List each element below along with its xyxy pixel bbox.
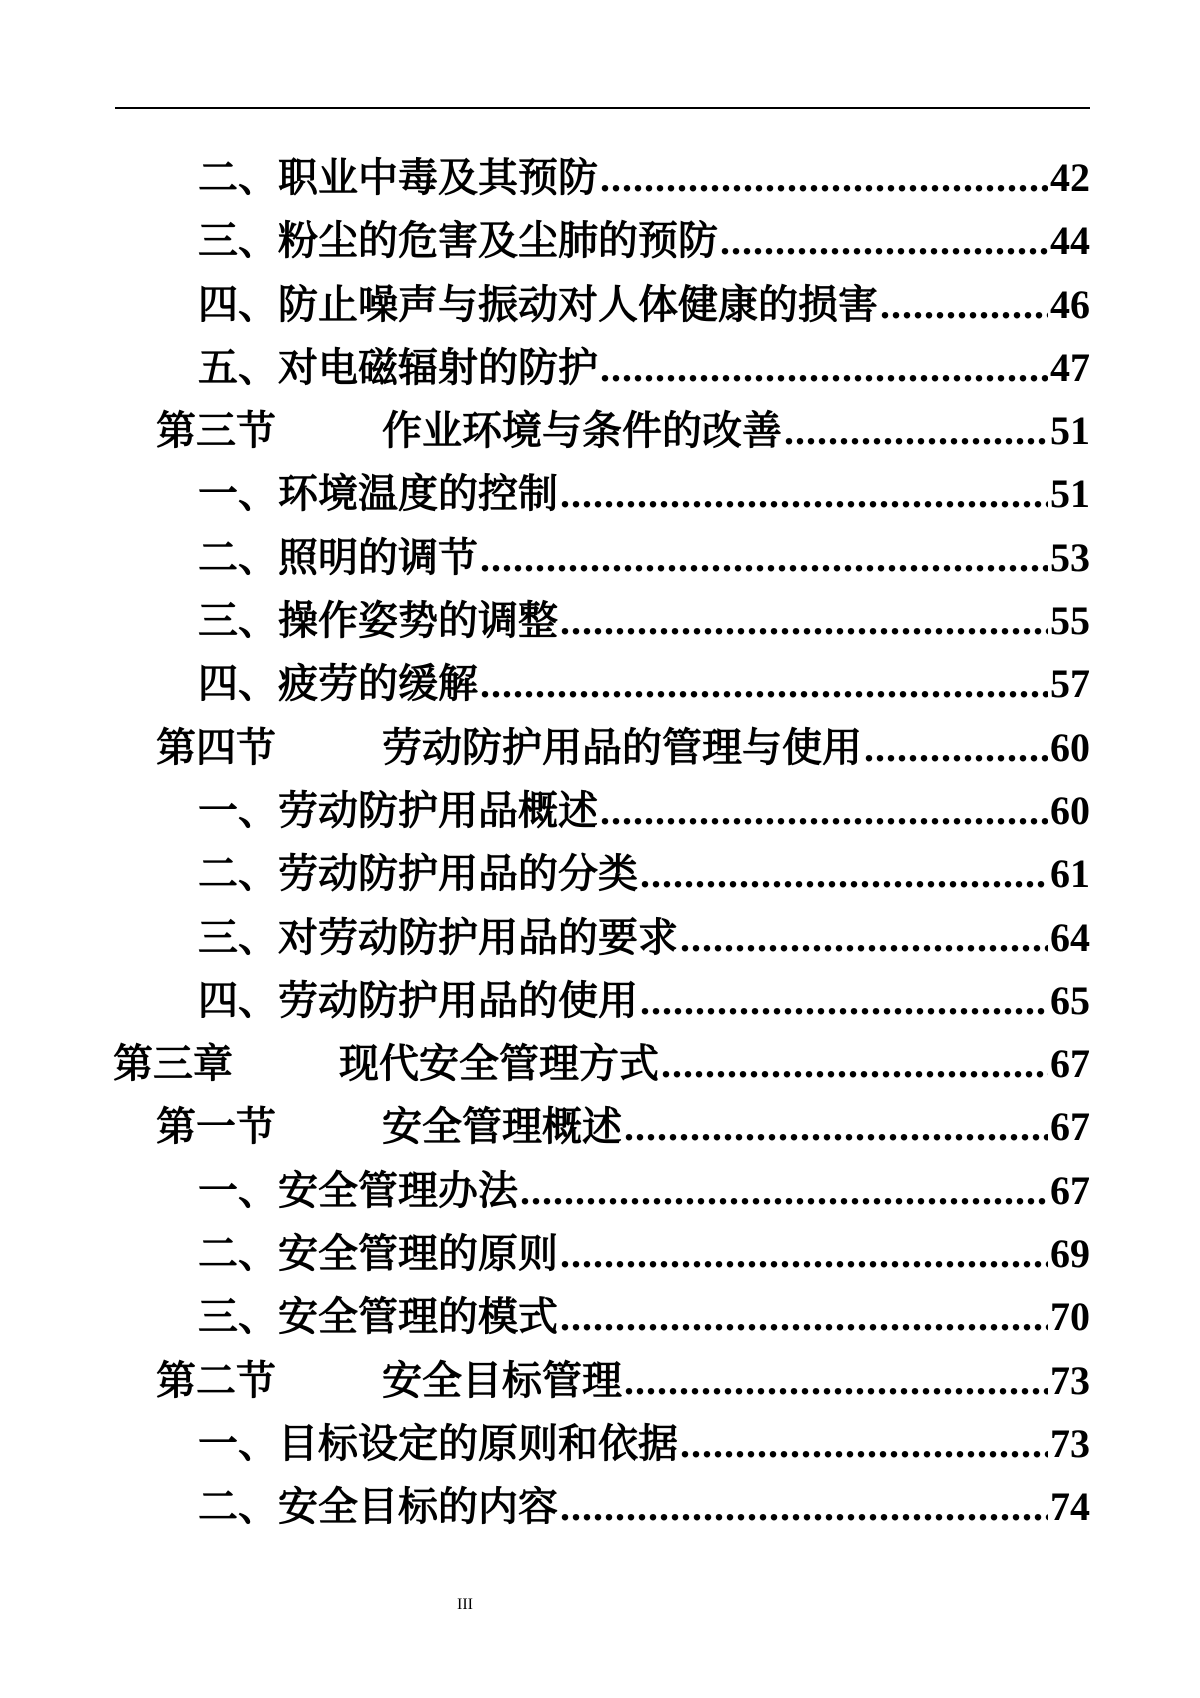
toc-entry-page-number: 70	[1050, 1294, 1090, 1340]
toc-entry-label	[198, 337, 598, 400]
toc-entry-page-number: 67	[1050, 1167, 1090, 1213]
toc-entry-label	[198, 653, 478, 716]
toc-entry-title: 劳动防护用品的使用	[278, 977, 638, 1024]
toc-entry-label	[156, 400, 782, 463]
dot-leader	[600, 779, 1048, 842]
toc-entry-number: 三、	[198, 598, 278, 645]
toc-entry-number: 二、	[198, 155, 278, 201]
toc-entry-page-number: 65	[1050, 977, 1090, 1023]
dot-leader	[560, 1285, 1048, 1348]
toc-entry-label	[198, 590, 558, 653]
toc-entry-item[interactable]	[0, 779, 1200, 842]
toc-entry-number: 一、	[198, 1420, 278, 1467]
toc-entry-number: 四、	[198, 977, 278, 1024]
toc-entry-section[interactable]	[0, 1095, 1200, 1158]
toc-entry-label	[198, 210, 718, 273]
toc-entry-title: 环境温度的控制	[278, 471, 558, 518]
toc-entry-page-number: 67	[1050, 1041, 1090, 1087]
dot-leader	[600, 336, 1048, 399]
toc-entry-label	[198, 780, 598, 843]
toc-entry-title: 作业环境与条件的改善	[382, 408, 782, 455]
toc-entry-title: 劳动防护用品概述	[278, 787, 598, 834]
toc-entry-item[interactable]	[0, 209, 1200, 272]
toc-entry-page-number: 51	[1050, 471, 1090, 517]
toc-entry-item[interactable]	[0, 1159, 1200, 1222]
toc-entry-number: 第四节	[156, 724, 276, 771]
toc-entry-item[interactable]	[0, 273, 1200, 336]
toc-entry-item[interactable]	[0, 1475, 1200, 1538]
dot-leader	[480, 526, 1048, 589]
toc-entry-title: 现代安全管理方式	[339, 1041, 659, 1088]
dot-leader	[720, 209, 1048, 272]
toc-entry-number: 五、	[198, 344, 278, 391]
toc-entry-page-number: 42	[1050, 155, 1090, 200]
toc-entry-item[interactable]	[0, 906, 1200, 969]
toc-entry-number: 第一节	[156, 1104, 276, 1151]
dot-leader	[560, 1222, 1048, 1285]
dot-leader	[624, 1349, 1048, 1412]
toc-entry-label	[113, 1033, 659, 1096]
toc-entry-number: 二、	[198, 534, 278, 581]
toc-entry-page-number: 53	[1050, 534, 1090, 580]
toc-entry-number: 三、	[198, 1294, 278, 1341]
toc-entry-number: 三、	[198, 218, 278, 265]
toc-entry-number: 二、	[198, 851, 278, 898]
toc-entry-page-number: 61	[1050, 851, 1090, 897]
dot-leader	[680, 906, 1048, 969]
dot-leader	[520, 1159, 1048, 1222]
dot-leader	[624, 1095, 1048, 1158]
dot-leader	[680, 1412, 1048, 1475]
page-number: III	[457, 1596, 473, 1613]
toc-entry-number: 四、	[198, 661, 278, 708]
toc-entry-label	[156, 1096, 622, 1159]
dot-leader	[864, 716, 1048, 779]
toc-entry-title: 安全管理的原则	[278, 1231, 558, 1278]
toc-entry-item[interactable]	[0, 336, 1200, 399]
toc-entry-page-number: 64	[1050, 914, 1090, 960]
toc-entry-label	[198, 1223, 558, 1286]
dot-leader	[560, 462, 1048, 525]
toc-entry-item[interactable]	[0, 526, 1200, 589]
header-rule	[115, 107, 1090, 109]
toc-entry-number: 第二节	[156, 1357, 276, 1404]
toc-entry-page-number: 55	[1050, 598, 1090, 644]
toc-entry-title: 疲劳的缓解	[278, 661, 478, 708]
toc-entry-label	[198, 843, 638, 906]
toc-entry-number: 第三章	[113, 1041, 233, 1088]
toc-entry-title: 粉尘的危害及尘肺的预防	[278, 218, 718, 265]
toc-entry-page-number: 46	[1050, 281, 1090, 327]
toc-entry-page-number: 69	[1050, 1231, 1090, 1277]
toc-entry-title: 安全目标管理	[382, 1357, 622, 1404]
toc-entry-label	[156, 1350, 622, 1413]
toc-entry-item[interactable]	[0, 652, 1200, 715]
toc-entry-page-number: 47	[1050, 344, 1090, 390]
toc-entry-page-number: 44	[1050, 218, 1090, 264]
toc-entry-item[interactable]	[0, 842, 1200, 905]
dot-leader	[560, 589, 1048, 652]
dot-leader	[784, 399, 1048, 462]
toc-entry-title: 安全管理办法	[278, 1167, 518, 1214]
toc-entry-item[interactable]	[0, 462, 1200, 525]
toc-entry-page-number: 74	[1050, 1484, 1090, 1530]
toc-entry-title: 对电磁辐射的防护	[278, 344, 598, 391]
toc-entry-chapter[interactable]	[0, 1032, 1200, 1095]
toc-entry-section[interactable]	[0, 1349, 1200, 1412]
dot-leader	[640, 969, 1048, 1032]
toc-entry-label	[156, 717, 862, 780]
toc-entry-number: 一、	[198, 471, 278, 518]
toc-entry-title: 安全管理的模式	[278, 1294, 558, 1341]
toc-entry-label	[198, 970, 638, 1033]
toc-entry-label	[198, 147, 598, 210]
toc-entry-item[interactable]	[0, 969, 1200, 1032]
toc-entry-page-number: 73	[1050, 1420, 1090, 1466]
toc-entry-page-number: 73	[1050, 1357, 1090, 1403]
toc-entry-title: 操作姿势的调整	[278, 598, 558, 645]
toc-entry-number: 三、	[198, 914, 278, 961]
toc-entry-title: 防止噪声与振动对人体健康的损害	[278, 281, 878, 328]
toc-entry-label	[198, 1286, 558, 1349]
toc-entry-title: 照明的调节	[278, 534, 478, 581]
toc-entry-page-number: 51	[1050, 408, 1090, 454]
toc-entry-item[interactable]	[0, 1222, 1200, 1285]
toc-entry-section[interactable]	[0, 399, 1200, 462]
toc-entry-number: 四、	[198, 281, 278, 328]
toc-entry-label	[198, 463, 558, 526]
toc-entry-number: 一、	[198, 1167, 278, 1214]
toc-entry-title: 对劳动防护用品的要求	[278, 914, 678, 961]
dot-leader	[480, 652, 1048, 715]
toc-entry-title: 职业中毒及其预防	[278, 155, 598, 201]
dot-leader	[640, 842, 1048, 905]
toc-entry-item[interactable]	[0, 146, 1200, 209]
dot-leader	[661, 1032, 1048, 1095]
toc-entry-number: 二、	[198, 1484, 278, 1531]
toc-entry-page-number: 67	[1050, 1104, 1090, 1150]
toc-entry-item[interactable]	[0, 1412, 1200, 1475]
toc-entry-page-number: 57	[1050, 661, 1090, 707]
toc-entry-title: 目标设定的原则和依据	[278, 1420, 678, 1467]
toc-entry-item[interactable]	[0, 1285, 1200, 1348]
toc-entry-label	[198, 1413, 678, 1476]
toc-entry-title: 劳动防护用品的分类	[278, 851, 638, 898]
toc-entry-number: 一、	[198, 787, 278, 834]
toc-entry-number: 二、	[198, 1231, 278, 1278]
toc-entry-page-number: 60	[1050, 787, 1090, 833]
toc-entry-title: 劳动防护用品的管理与使用	[382, 724, 862, 771]
toc-entry-number: 第三节	[156, 408, 276, 455]
toc-entry-title: 安全目标的内容	[278, 1484, 558, 1531]
toc-entry-label	[198, 907, 678, 970]
toc-entry-title: 安全管理概述	[382, 1104, 622, 1151]
dot-leader	[600, 146, 1048, 209]
toc-entry-page-number: 60	[1050, 724, 1090, 770]
toc-entry-label	[198, 274, 878, 337]
table-of-contents	[0, 146, 1200, 1539]
toc-entry-label	[198, 1476, 558, 1539]
dot-leader	[880, 273, 1048, 336]
dot-leader	[560, 1475, 1048, 1538]
toc-entry-label	[198, 527, 478, 590]
toc-entry-label	[198, 1160, 518, 1223]
toc-entry-section[interactable]	[0, 716, 1200, 779]
toc-entry-item[interactable]	[0, 589, 1200, 652]
